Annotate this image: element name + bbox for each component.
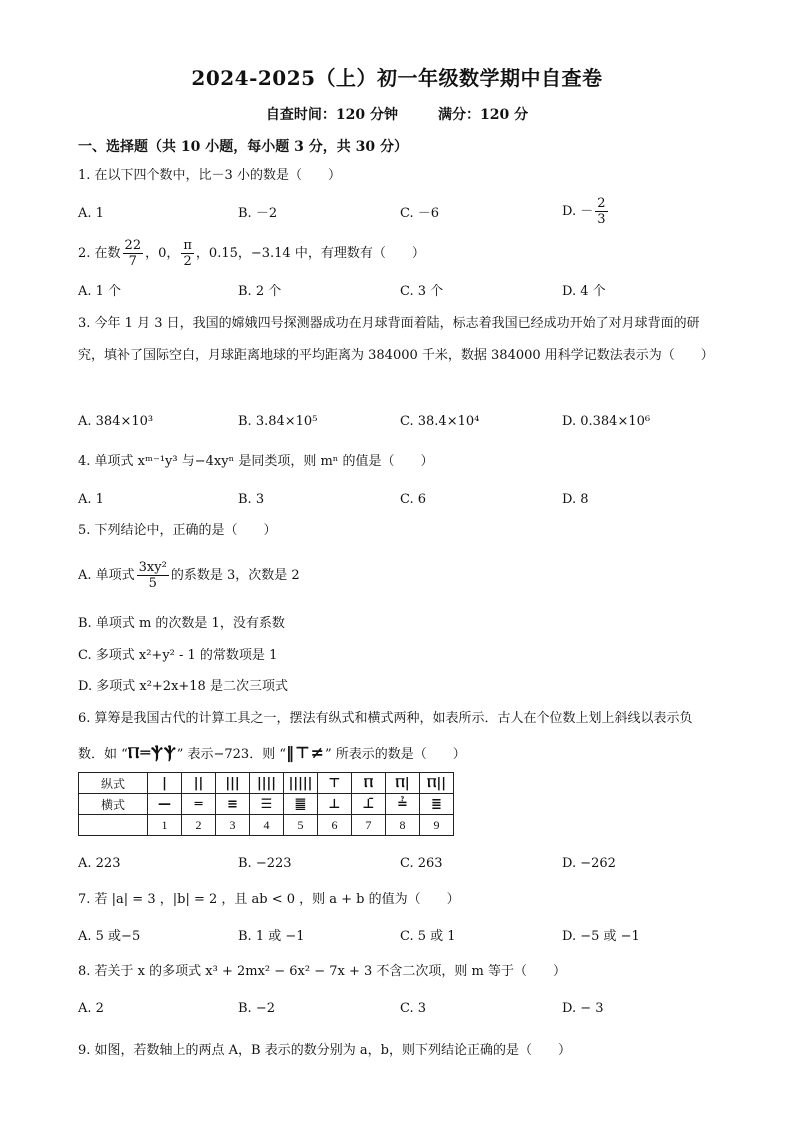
rod-cell: ☰ (250, 794, 284, 815)
q8-option-a: A. 2 (78, 1001, 104, 1016)
rod-cell: ䷀ (284, 794, 318, 815)
q1-d-fraction (595, 196, 607, 227)
q5-a-pre: A. 单项式 (78, 568, 135, 583)
exam-meta (0, 104, 794, 124)
rod-cell: Ⲡ (352, 773, 386, 794)
q6-option-d: D. −262 (562, 856, 616, 871)
q2-fraction-1 (123, 238, 144, 269)
q2-pre: 2. 在数 (78, 246, 121, 261)
q4-option-d: D. 8 (562, 492, 589, 507)
q8-option-d: D. − 3 (562, 1001, 604, 1016)
q7-option-a: A. 5 或−5 (78, 929, 141, 944)
number-cell: 5 (284, 815, 318, 836)
q6-stem-part1: 6. 算筹是我国古代的计算工具之一，摆法有纵式和横式两种，如表所示．古人在个位数上划上斜线以表示负数．如 “ (78, 711, 693, 762)
q1-d-prefix: D. － (562, 204, 594, 219)
section-heading: 一、选择题（共 10 小题，每小题 3 分，共 30 分） (78, 139, 408, 155)
q3-option-a: A. 384×10³ (78, 414, 154, 429)
rod-cell: ⊥ (318, 794, 352, 815)
counting-rod-table (78, 772, 454, 836)
q1-option-d (562, 196, 610, 227)
question-6-stem (78, 702, 718, 772)
number-cell: 9 (420, 815, 454, 836)
rod-cell: ≡ (216, 794, 250, 815)
frac-denominator: 3 (597, 212, 606, 227)
frac-denominator: 2 (183, 254, 192, 269)
rod-cell: || (182, 773, 216, 794)
q4-option-c: C. 6 (400, 492, 427, 507)
question-8-stem: 8. 若关于 x 的多项式 x³ + 2mx² − 6x² − 7x + 3 不含二次项，则 m 等于（ ） (78, 964, 566, 979)
q1-option-c: C. －6 (400, 206, 440, 221)
rod-cell: — (148, 794, 182, 815)
q2-option-d: D. 4 个 (562, 284, 606, 299)
q5-option-c: C. 多项式 x²+y² - 1 的常数项是 1 (78, 648, 278, 663)
q7-option-b: B. 1 或 −1 (238, 929, 305, 944)
q6-rod-example-2: ‖⊤≠ (285, 743, 326, 762)
row-label (79, 815, 148, 836)
q5-a-fraction (137, 560, 169, 591)
number-cell: 4 (250, 815, 284, 836)
frac-numerator: π (183, 238, 192, 253)
q5-option-a (78, 560, 300, 591)
exam-time: 自查时间：120 分钟 (265, 107, 398, 123)
rod-cell: ⊤ (318, 773, 352, 794)
q6-option-b: B. −223 (238, 856, 292, 871)
page-title: 2024-2025（上）初一年级数学期中自查卷 (191, 66, 603, 90)
q1-option-b: B. －2 (238, 206, 278, 221)
rod-cell: ≣ (420, 794, 454, 815)
number-cell: 7 (352, 815, 386, 836)
q4-option-a: A. 1 (78, 492, 104, 507)
table-row-horizontal (79, 794, 454, 815)
q8-option-c: C. 3 (400, 1001, 427, 1016)
rod-cell: ═ (182, 794, 216, 815)
q3-option-b: B. 3.84×10⁵ (238, 414, 318, 429)
q5-a-post: 的系数是 3，次数是 2 (170, 568, 300, 583)
rod-cell: ⊥̄ (352, 794, 386, 815)
q6-stem-part3: ” 所表示的数是（ ） (325, 747, 466, 762)
q4-option-b: B. 3 (238, 492, 265, 507)
rod-cell: |||| (250, 773, 284, 794)
question-3-stem: 3. 今年 1 月 3 日，我国的嫦娥四号探测器成功在月球背面着陆，标志着我国已经成功开始了对月球背面的研究，填补了国际空白，月球距离地球的平均距离为 384000 千米，数据 384000 用科学记数法表示为（ ） (78, 316, 714, 363)
q5-option-b: B. 单项式 m 的次数是 1，没有系数 (78, 616, 285, 631)
question-9-stem: 9. 如图，若数轴上的两点 A，B 表示的数分别为 a，b，则下列结论正确的是（ ） (78, 1043, 571, 1058)
rod-cell: Ⲡ|| (420, 773, 454, 794)
number-cell: 1 (148, 815, 182, 836)
q5-option-d: D. 多项式 x²+2x+18 是二次三项式 (78, 679, 288, 694)
rod-cell: Ⲡ| (386, 773, 420, 794)
q2-option-a: A. 1 个 (78, 284, 122, 299)
frac-numerator: 2 (597, 196, 606, 211)
table-row-numbers (79, 815, 454, 836)
question-2-stem (78, 238, 425, 269)
q6-option-a: A. 223 (78, 856, 121, 871)
frac-numerator: 22 (124, 238, 142, 253)
q1-option-a: A. 1 (78, 206, 104, 221)
q2-option-b: B. 2 个 (238, 284, 282, 299)
frac-denominator: 7 (128, 254, 137, 269)
table-row-vertical (79, 773, 454, 794)
q2-fraction-2 (181, 238, 194, 269)
q3-option-c: C. 38.4×10⁴ (400, 414, 480, 429)
number-cell: 2 (182, 815, 216, 836)
q2-mid1: ，0， (145, 246, 180, 261)
question-1-stem: 1. 在以下四个数中，比－3 小的数是（ ） (78, 168, 341, 183)
number-cell: 8 (386, 815, 420, 836)
number-cell: 6 (318, 815, 352, 836)
frac-denominator: 5 (148, 576, 157, 591)
rod-cell: ||||| (284, 773, 318, 794)
q2-option-c: C. 3 个 (400, 284, 444, 299)
row-label: 纵式 (79, 773, 148, 794)
question-4-stem: 4. 单项式 xᵐ⁻¹y³ 与−4xyⁿ 是同类项，则 mⁿ 的值是（ ） (78, 454, 434, 469)
rod-cell: | (148, 773, 182, 794)
exam-score: 满分：120 分 (438, 107, 529, 123)
question-5-stem: 5. 下列结论中，正确的是（ ） (78, 523, 277, 538)
question-7-stem: 7. 若 |a| = 3 ，|b| = 2 ，且 ab < 0 ，则 a + b 的值为（ ） (78, 892, 460, 907)
q8-option-b: B. −2 (238, 1001, 275, 1016)
q7-option-c: C. 5 或 1 (400, 929, 456, 944)
q3-option-d: D. 0.384×10⁶ (562, 414, 651, 429)
q7-option-d: D. −5 或 −1 (562, 929, 640, 944)
q6-stem-part2: ” 表示−723．则 “ (176, 747, 286, 762)
number-cell: 3 (216, 815, 250, 836)
q6-rod-example-1: Ⲡ═ⲮⲮ (127, 743, 177, 762)
q2-mid2: ，0.15̇，−3.14 中，有理数有（ ） (195, 246, 425, 261)
frac-numerator: 3xy² (138, 560, 167, 575)
rod-cell: ≟ (386, 794, 420, 815)
row-label: 横式 (79, 794, 148, 815)
q6-option-c: C. 263 (400, 856, 443, 871)
rod-cell: ||| (216, 773, 250, 794)
